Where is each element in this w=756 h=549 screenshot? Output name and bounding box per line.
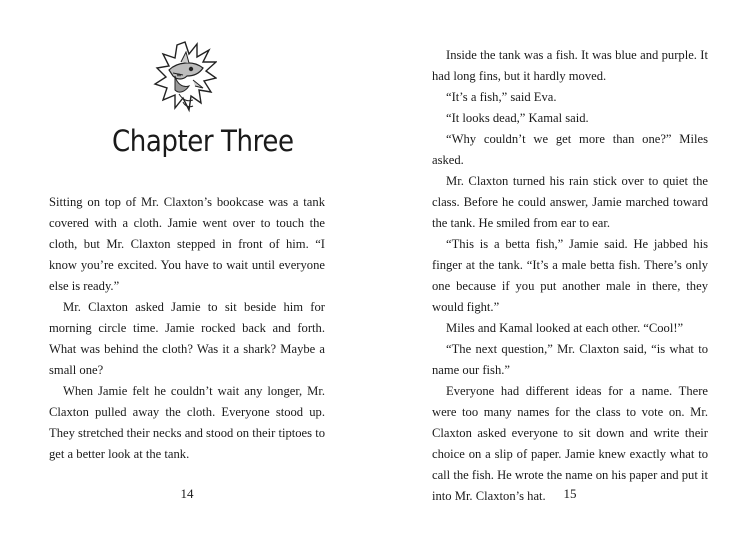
paragraph: “It’s a fish,” said Eva.: [446, 90, 557, 104]
paragraph: Miles and Kamal looked at each other. “Cool!”: [446, 321, 684, 335]
paragraph: “Why couldn’t we get more than one?” Miles asked.: [432, 132, 708, 167]
paragraph: “The next question,” Mr. Claxton said, “is what to name our fish.”: [432, 342, 708, 377]
right-page: [378, 0, 756, 549]
paragraph: Sitting on top of Mr. Claxton’s bookcase was a tank covered with a cloth. Jamie went over to touch the cloth, but Mr. Claxton stepped in front of him. “I know you’re excited. You have to wait until everyone else is ready.”: [49, 195, 325, 293]
paragraph: Mr. Claxton turned his rain stick over to quiet the class. Before he could answer, Jamie marched toward the tank. He smiled from ear to ear.: [432, 174, 708, 230]
spiky-fish-mascot-icon: [153, 40, 217, 120]
paragraph: “It looks dead,” Kamal said.: [446, 111, 589, 125]
chapter-title: Chapter Three: [112, 124, 294, 158]
left-body-text: [49, 192, 325, 465]
paragraph: Mr. Claxton asked Jamie to sit beside him for morning circle time. Jamie rocked back and forth. What was behind the cloth? Was it a shark? Maybe a small one?: [49, 300, 325, 377]
page-number: 14: [180, 486, 194, 501]
paragraph: When Jamie felt he couldn’t wait any longer, Mr. Claxton pulled away the cloth. Everyone stood up. They stretched their necks and stood on their tiptoes to get a better look at the tank.: [49, 384, 325, 461]
paragraph: “This is a betta fish,” Jamie said. He jabbed his finger at the tank. “It’s a male betta fish. There’s only one because if you put another male in there, they would fight.”: [432, 237, 708, 314]
paragraph: Inside the tank was a fish. It was blue and purple. It had long fins, but it hardly moved.: [432, 48, 708, 83]
right-body-text: [432, 45, 708, 507]
paragraph: Everyone had different ideas for a name. There were too many names for the class to vote on. Mr. Claxton asked everyone to sit down and write their choice on a slip of paper. Jamie knew exactly what to call the fish. He wrote the name on his paper and put it into Mr. Claxton’s hat.: [432, 384, 708, 503]
page-number: 15: [563, 486, 577, 501]
